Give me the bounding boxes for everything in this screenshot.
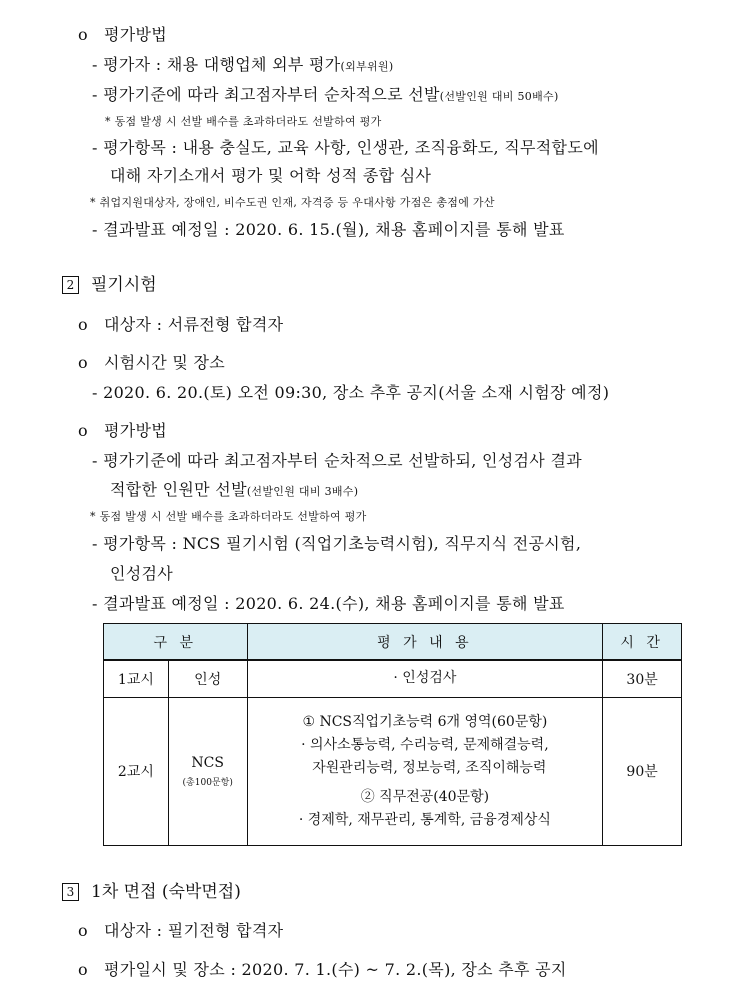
items-line-2: 대해 자기소개서 평가 및 어학 성적 종합 심사: [110, 166, 432, 185]
tie-note-1: * 동점 발생 시 선발 배수를 초과하더라도 선발하여 평가: [105, 115, 382, 128]
time-cell: 30분: [603, 660, 682, 697]
subject-subnote: (총100문항): [182, 777, 233, 788]
tie-note-2: * 동점 발생 시 선발 배수를 초과하더라도 선발하여 평가: [90, 510, 367, 523]
bullet-icon: o: [78, 921, 88, 940]
method-heading-2: o 평가방법: [78, 421, 168, 440]
interview-date: o 평가일시 및 장소 : 2020. 7. 1.(수) ~ 7. 2.(목), 장소 추후 공지: [78, 960, 567, 979]
bullet-icon: o: [78, 353, 88, 372]
header-time: 시 간: [603, 624, 682, 661]
period-cell: 1교시: [104, 660, 169, 697]
time-detail: - 2020. 6. 20.(토) 오전 09:30, 장소 추후 공지(서울 소재 시험장 예정): [92, 383, 610, 402]
eval-items-line-2: 인성검사: [110, 564, 174, 583]
target-2: o 대상자 : 서류전형 합격자: [78, 315, 284, 334]
section-number-box: 3: [62, 883, 79, 901]
bonus-note: * 취업지원대상자, 장애인, 비수도권 인재, 자격증 등 우대사항 가점은 총점에 가산: [90, 196, 495, 209]
content-cell: · 인성검사: [247, 660, 603, 697]
evaluation-table: [103, 623, 682, 846]
evaluator-item: - 평가자 : 채용 대행업체 외부 평가(외부위원): [92, 55, 394, 74]
content-cell: ① NCS직업기초능력 6개 영역(60문항) · 의사소통능력, 수리능력, 문제해결능력, 자원관리능력, 정보능력, 조직이해능력 ② 직무전공(40문항) · 경제학, 재무관리, 통계학, 금융경제상식: [247, 697, 603, 845]
bullet-icon: o: [78, 960, 88, 979]
time-cell: 90분: [603, 697, 682, 845]
header-content: 평 가 내 용: [247, 624, 603, 661]
bullet-icon: o: [78, 25, 88, 44]
table-row: [104, 697, 682, 845]
subject-cell: 인성: [168, 660, 247, 697]
section-3-title: 3 1차 면접 (숙박면접): [62, 877, 241, 902]
result-date-2: - 결과발표 예정일 : 2020. 6. 24.(수), 채용 홈페이지를 통해 발표: [92, 594, 565, 613]
header-category: 구 분: [104, 624, 248, 661]
section-number-box: 2: [62, 276, 79, 294]
time-heading: o 시험시간 및 장소: [78, 353, 226, 372]
method-line-2: 적합한 인원만 선발(선발인원 대비 3배수): [110, 480, 359, 499]
bullet-icon: o: [78, 421, 88, 440]
method-heading-1: o 평가방법: [78, 25, 168, 44]
subject-cell: NCS (총100문항): [168, 697, 247, 845]
bullet-icon: o: [78, 315, 88, 334]
section-2-title: 2 필기시험: [62, 270, 157, 295]
target-3: o 대상자 : 필기전형 합격자: [78, 921, 284, 940]
table-header-row: [104, 624, 682, 661]
items-line-1: - 평가항목 : 내용 충실도, 교육 사항, 인생관, 조직융화도, 직무적합도에: [92, 138, 599, 157]
table-row: [104, 660, 682, 697]
criteria-item: - 평가기준에 따라 최고점자부터 순차적으로 선발(선발인원 대비 50배수): [92, 85, 559, 104]
eval-items-line-1: - 평가항목 : NCS 필기시험 (직업기초능력시험), 직무지식 전공시험,: [92, 534, 582, 553]
result-date-1: - 결과발표 예정일 : 2020. 6. 15.(월), 채용 홈페이지를 통해 발표: [92, 220, 565, 239]
period-cell: 2교시: [104, 697, 169, 845]
method-line-1: - 평가기준에 따라 최고점자부터 순차적으로 선발하되, 인성검사 결과: [92, 451, 582, 470]
